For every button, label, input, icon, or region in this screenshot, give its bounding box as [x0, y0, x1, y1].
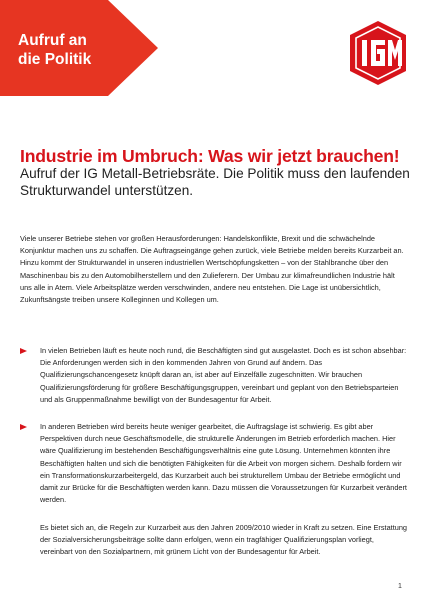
banner-line-2: die Politik [18, 51, 92, 68]
arrow-bullet-icon [20, 348, 27, 354]
title-banner [0, 0, 160, 96]
arrow-bullet-icon [20, 424, 27, 430]
bullet-text: In vielen Betrieben läuft es heute noch rund, die Beschäftigten sind gut ausgelastet. Doch es ist schon absehbar: Die Anforderungen werden sich in den kommenden Jahren von Grund auf ändern. Das Qualifizierungschancengesetz knüpft daran an, ist aber auf Einzelfälle zugeschnitten. Wir brauchen Qualifizierungsförderung für größere Beschäftigungsgruppen, vereinbart und geplant von den Betriebsparteien und als Gruppenmaßnahme bewilligt von der Bundesagentur für Arbeit. [40, 346, 407, 404]
banner-line-1: Aufruf an [18, 32, 87, 49]
ig-metall-logo [348, 20, 408, 86]
logo-icon [348, 20, 408, 86]
page-number: 1 [398, 583, 402, 590]
banner-title [18, 31, 91, 69]
closing-paragraph: Es bietet sich an, die Regeln zur Kurzarbeit aus den Jahren 2009/2010 wieder in Kraft zu setzen. Eine Erstattung der Sozialversicherungsbeiträge sollte dann erfolgen, wenn ein tragfähiger Qualifizierungsplan vorliegt, vereinbart von den Sozialpartnern, mit grünem Licht von der Bundesagentur für Arbeit. [40, 523, 407, 557]
page-subtitle: Aufruf der IG Metall-Betriebsräte. Die Politik muss den laufenden Strukturwandel unterstützen. [20, 166, 410, 198]
intro-paragraph: Viele unserer Betriebe stehen vor großen Herausforderungen: Handelskonflikte, Brexit und die schwächelnde Konjunktur machen uns zu schaffen. Die Auftragseingänge gehen zurück, viele Betriebe melden bereits Kurzarbeit an. Hinzu kommt der Strukturwandel in unseren industriellen Wertschöpfungsketten – von der Stahlbranche über den Maschinenbau bis zu den Automobilherstellern und den Zulieferern. Der Umbau zur klimafreundlichen Industrie hält uns alle in Atem. Viele Arbeitsplätze werden verschwinden, andere neu entstehen. Die Lage ist unübersichtlich, Zukunftsängste treiben unsere Kolleginnen und Kollegen um. [20, 234, 404, 305]
bullet-text: In anderen Betrieben wird bereits heute weniger gearbeitet, die Auftragslage ist schwierig. Es gibt aber Perspektiven durch neue Geschäftsmodelle, die strukturelle Änderungen im Betrieb erforderlich machen. Hier wäre Qualifizierung im bestehenden Beschäftigungsverhältnis eine gute Lösung. Unternehmen könnten ihre Beschäftigten halten und sich die benötigten Fähigkeiten für die Arbeit von morgen sichern. Deshalb fordern wir ein Transformationskurzarbeitergeld, das Kurzarbeit auch bei strukturellem Umbau der Betriebe ermöglicht und damit zur Brücke für die Beschäftigten werden kann. Dazu müssen die Voraussetzungen für Kurzarbeit verändert werden. [40, 422, 407, 505]
page-title: Industrie im Umbruch: Was wir jetzt brauchen! [20, 146, 400, 166]
